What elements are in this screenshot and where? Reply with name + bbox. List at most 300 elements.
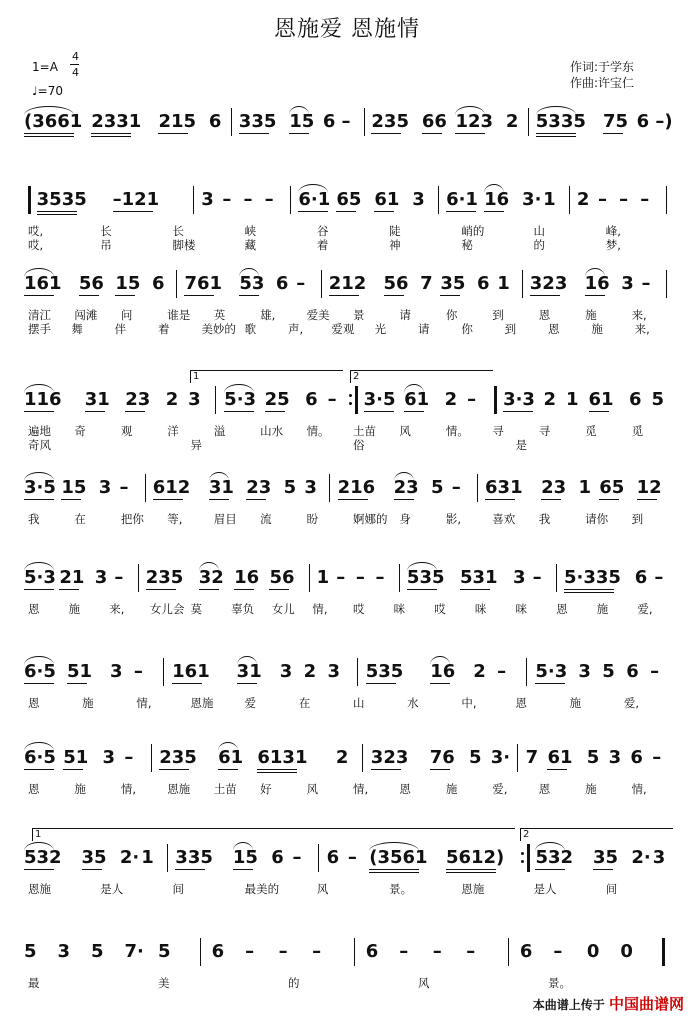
barline <box>362 744 363 772</box>
lyric-syllable: 峰, <box>605 224 621 238</box>
note-group: 7 <box>525 747 539 768</box>
barline <box>357 658 358 686</box>
lyric-syllable: 施 <box>445 782 458 796</box>
lyric-syllable: 风 <box>316 882 329 896</box>
note-group: 32 <box>198 567 224 588</box>
beam-underline <box>369 872 419 873</box>
note-group: – <box>292 847 302 868</box>
barline <box>215 386 216 414</box>
note-group: 1 <box>316 567 330 588</box>
note-group: 2 <box>303 661 317 682</box>
slur <box>233 842 253 851</box>
lyric-syllable: 流 <box>260 512 272 526</box>
lyric-syllable: 爱, <box>492 782 508 796</box>
barline <box>528 108 529 136</box>
lyric-syllable: 光 <box>374 322 387 336</box>
lyric-syllable: 观 <box>120 424 133 438</box>
note-group: 31 <box>84 389 110 410</box>
repeat-dot <box>521 852 524 855</box>
note-group: 3 <box>412 189 425 210</box>
barline <box>364 108 365 136</box>
note-group: 1 <box>566 389 579 410</box>
barline <box>329 474 330 502</box>
lyric-syllable: 到 <box>492 308 504 322</box>
note-group: – <box>327 389 337 410</box>
note-group: 6 <box>636 111 650 132</box>
note-group: – <box>467 389 477 410</box>
beam-underline <box>603 133 623 134</box>
beam-underline <box>239 133 269 134</box>
note-group: 761 <box>184 273 223 294</box>
note-group: 5 <box>651 389 665 410</box>
beam-underline <box>485 499 515 500</box>
slur <box>24 842 54 851</box>
note-group: 15 <box>115 273 141 294</box>
lyric-syllable: 景 <box>353 308 365 322</box>
beam-underline <box>246 499 266 500</box>
lyric-syllable: 奇 <box>74 424 86 438</box>
note-group: 6 <box>634 567 648 588</box>
note-group: 3 <box>608 747 622 768</box>
note-group: 3 <box>652 847 666 868</box>
lyric-syllable: 女儿会 <box>149 602 185 616</box>
time-signature-top: 4 <box>72 50 79 63</box>
lyric-syllable: 长 <box>100 224 112 238</box>
beam-underline <box>446 869 496 870</box>
lyric-syllable: 你 <box>461 322 473 336</box>
beam-underline <box>61 499 81 500</box>
note-group: – <box>312 941 322 962</box>
note-group: 25 <box>264 389 290 410</box>
lyric-syllable: 觅 <box>631 424 644 438</box>
note-group: 216 <box>337 477 376 498</box>
note-group: – <box>347 847 357 868</box>
note-group: 3 <box>102 747 116 768</box>
note-group: 6 <box>476 273 490 294</box>
beam-underline <box>24 133 74 134</box>
note-group: – <box>641 273 651 294</box>
note-group: – <box>619 189 629 210</box>
note-group: 31 <box>236 661 262 682</box>
beam-underline <box>67 683 87 684</box>
lyric-syllable: 伴 <box>114 322 127 336</box>
note-group: 6·5 <box>24 747 56 768</box>
lyric-syllable: 山水 <box>260 424 284 438</box>
note-group: 6 <box>275 273 289 294</box>
note-group: 6131 <box>257 747 308 768</box>
note-group: 35 <box>81 847 107 868</box>
lyric-syllable: 爱美 <box>306 308 330 322</box>
beam-underline <box>85 411 105 412</box>
note-group: 66 <box>421 111 447 132</box>
beam-underline <box>541 499 561 500</box>
beam-underline <box>239 295 259 296</box>
lyric-syllable: 摆手 <box>28 322 51 336</box>
lyric-syllable: 哎, <box>28 224 44 238</box>
slur <box>455 106 485 115</box>
barline <box>526 658 527 686</box>
note-group: 1 <box>141 847 154 868</box>
beam-underline <box>394 499 414 500</box>
note-group: 6 <box>305 389 318 410</box>
note-group: 5·3 <box>24 567 56 588</box>
beam-underline <box>589 411 609 412</box>
lyric-syllable: 咪 <box>393 602 406 616</box>
note-group: 3 <box>512 567 526 588</box>
note-group: – <box>652 747 662 768</box>
note-group: 3 <box>621 273 634 294</box>
lyric-syllable: 谁是 <box>167 308 191 322</box>
lyric-syllable: 土苗 <box>353 424 376 438</box>
beam-underline <box>153 499 183 500</box>
note-group: 56 <box>383 273 409 294</box>
lyric-syllable: 好 <box>260 782 272 796</box>
note-group: 16 <box>430 661 456 682</box>
score-row <box>0 108 694 168</box>
note-group: 323 <box>529 273 568 294</box>
lyric-syllable: 施 <box>74 782 86 796</box>
beam-underline <box>329 295 359 296</box>
note-group: 3 <box>188 389 201 410</box>
beam-underline <box>422 133 442 134</box>
lyric-syllable: 请 <box>399 308 411 322</box>
lyric-syllable: 最 <box>28 976 40 990</box>
note-group: 5·335 <box>564 567 621 588</box>
slur <box>24 268 54 277</box>
lyric-syllable: 恩施 <box>28 882 51 896</box>
beam-underline <box>298 211 328 212</box>
score-row <box>0 564 694 624</box>
lyric-syllable: 爱, <box>623 696 639 710</box>
beam-underline <box>547 769 567 770</box>
lyric-syllable: 盼 <box>306 512 319 526</box>
lyric-syllable: 山 <box>533 224 546 238</box>
lyric-syllable: 美妙的 <box>201 322 236 336</box>
lyric-syllable: 在 <box>298 696 311 710</box>
lyric-syllable: 把你 <box>120 512 144 526</box>
barline <box>167 844 168 872</box>
note-group: 15 <box>289 111 315 132</box>
lyric-syllable: 寻 <box>538 424 551 438</box>
lyric-syllable: 影, <box>445 512 461 526</box>
note-group: 56 <box>269 567 295 588</box>
note-group: 35 <box>593 847 619 868</box>
lyric-syllable: 恩 <box>28 696 40 710</box>
lyric-syllable: 恩 <box>548 322 560 336</box>
lyric-syllable: 施 <box>585 308 597 322</box>
note-group: 0 <box>620 941 633 962</box>
note-group: 3 <box>57 941 71 962</box>
beam-underline <box>159 769 189 770</box>
note-group: –) <box>655 111 673 132</box>
slur <box>24 384 54 393</box>
beam-underline <box>371 769 401 770</box>
lyric-syllable: 间 <box>605 882 618 896</box>
lyric-syllable: 请 <box>418 322 430 336</box>
lyric-syllable: 情。 <box>306 424 330 438</box>
lyric-syllable: 最美的 <box>244 882 280 896</box>
note-group: 3· <box>522 189 542 210</box>
lyric-syllable: 长 <box>172 224 184 238</box>
note-group: 531 <box>459 567 498 588</box>
note-group: 3 <box>327 661 341 682</box>
note-group: – <box>114 567 124 588</box>
beam-underline <box>460 589 490 590</box>
note-group: 6·5 <box>24 661 56 682</box>
barline <box>193 186 194 214</box>
beam-underline <box>364 411 394 412</box>
lyric-syllable: 觅 <box>585 424 597 438</box>
lyric-syllable: 哎 <box>353 602 365 616</box>
note-group: 6·1 <box>298 189 331 210</box>
lyric-syllable: 清江 <box>28 308 51 322</box>
note-group: 65 <box>599 477 625 498</box>
note-group: 335 <box>238 111 277 132</box>
lyric-syllable: 风 <box>399 424 411 438</box>
lyric-syllable: 脚楼 <box>172 238 196 252</box>
lyric-syllable: 施 <box>596 602 609 616</box>
note-group: 612 <box>152 477 191 498</box>
note-group: 3 <box>98 477 112 498</box>
note-group: – <box>264 189 274 210</box>
beam-underline <box>79 295 99 296</box>
slur <box>298 184 328 193</box>
beam-underline <box>91 136 131 137</box>
lyric-syllable: 美 <box>158 976 170 990</box>
note-group: 535 <box>406 567 445 588</box>
note-group: 532 <box>535 847 574 868</box>
beam-underline <box>564 589 614 590</box>
note-group: 35 <box>440 273 466 294</box>
note-group: 6 <box>365 941 379 962</box>
note-group: 16 <box>484 189 510 210</box>
lyric-syllable: 辜负 <box>231 602 255 616</box>
note-group: – <box>451 477 461 498</box>
barline <box>569 186 570 214</box>
note-group: – <box>124 747 134 768</box>
barline <box>138 564 139 592</box>
lyric-syllable: 情, <box>136 696 152 710</box>
note-group: 161 <box>172 661 210 682</box>
note-group: 323 <box>370 747 409 768</box>
lyric-syllable: 情, <box>631 782 647 796</box>
lyric-syllable: 你 <box>445 308 458 322</box>
beam-underline <box>404 411 424 412</box>
lyric-syllable: 女儿 <box>271 602 295 616</box>
note-group: 23 <box>246 477 272 498</box>
note-group: 21 <box>59 567 85 588</box>
lyric-syllable: 舞 <box>71 322 83 336</box>
note-group: 3 <box>94 567 108 588</box>
note-group: 5 <box>602 661 615 682</box>
barline <box>438 186 439 214</box>
lyric-syllable: 声, <box>288 322 304 336</box>
note-group: 31 <box>208 477 234 498</box>
beam-underline <box>265 411 285 412</box>
note-group: 631 <box>485 477 523 498</box>
barline <box>666 186 667 214</box>
note-group: 5 <box>283 477 297 498</box>
note-group: 212 <box>328 273 367 294</box>
note-group: 235 <box>145 567 184 588</box>
lyric-syllable: 哎 <box>434 602 446 616</box>
beam-underline <box>593 869 613 870</box>
slur <box>218 742 238 751</box>
lyric-syllable: 英 <box>213 308 226 322</box>
lyric-syllable: 峭的 <box>461 224 485 238</box>
beam-underline <box>269 589 289 590</box>
note-group: 23 <box>125 389 151 410</box>
note-group: 2· <box>119 847 140 868</box>
slur <box>484 184 504 193</box>
lyric-syllable: 的 <box>533 238 546 252</box>
note-group: 16 <box>234 567 260 588</box>
lyric-syllable: 恩 <box>28 782 40 796</box>
slur <box>24 106 74 115</box>
double-barline <box>662 938 665 966</box>
barline <box>321 270 322 298</box>
lyric-syllable: 的 <box>288 976 300 990</box>
lyric-syllable: 爱 <box>244 696 257 710</box>
beam-underline <box>430 769 450 770</box>
lyric-syllable: 中, <box>461 696 477 710</box>
lyric-syllable: 施 <box>591 322 603 336</box>
barline <box>399 564 400 592</box>
note-group: – <box>119 477 129 498</box>
lyric-syllable: 是人 <box>100 882 124 896</box>
lyric-syllable: 是人 <box>533 882 557 896</box>
note-group: – <box>278 941 288 962</box>
beam-underline <box>384 295 404 296</box>
beam-underline <box>366 683 396 684</box>
lyric-syllable: 藏 <box>244 238 257 252</box>
note-group: – <box>650 661 660 682</box>
note-group: – <box>375 567 385 588</box>
lyric-syllable: 着 <box>316 238 329 252</box>
beam-underline <box>374 211 394 212</box>
note-group: 6 <box>271 847 284 868</box>
beam-underline <box>338 499 368 500</box>
beam-underline <box>59 589 79 590</box>
lyric-syllable: 吊 <box>100 238 112 252</box>
note-group: 1 <box>578 477 591 498</box>
lyric-syllable: 喜欢 <box>492 512 516 526</box>
volta-bracket: 2 <box>520 828 673 841</box>
note-group: 6 <box>626 661 639 682</box>
note-group: 535 <box>365 661 404 682</box>
note-group: 2 <box>576 189 590 210</box>
lyric-syllable: 梦, <box>605 238 621 252</box>
volta-bracket: 2 <box>350 370 493 383</box>
note-group: 76 <box>429 747 455 768</box>
key-signature: 1=A <box>32 60 58 74</box>
composer: 作曲:许宝仁 <box>570 76 635 90</box>
lyric-syllable: 风 <box>306 782 319 796</box>
lyric-syllable: 婀娜的 <box>353 512 388 526</box>
note-group: – <box>497 661 507 682</box>
lyric-syllable: 爱, <box>637 602 653 616</box>
slur <box>239 268 259 277</box>
note-group: 123 <box>455 111 494 132</box>
note-group: 3 <box>304 477 317 498</box>
barline <box>508 938 509 966</box>
beam-underline <box>530 295 560 296</box>
beam-underline <box>37 214 77 215</box>
lyric-syllable: 恩 <box>556 602 568 616</box>
note-group: – <box>245 941 255 962</box>
slur <box>369 842 419 851</box>
tempo-mark: ♩=70 <box>32 84 63 98</box>
note-group: 5 <box>91 941 104 962</box>
lyric-syllable: 咪 <box>474 602 487 616</box>
lyric-syllable: 俗 <box>353 438 365 452</box>
slur <box>199 562 219 571</box>
note-group: (3661 <box>24 111 83 132</box>
beam-underline <box>82 869 102 870</box>
beam-underline <box>113 211 153 212</box>
lyric-syllable: 情, <box>120 782 136 796</box>
double-barline <box>494 386 497 414</box>
lyric-syllable: 施 <box>585 782 597 796</box>
beam-underline <box>564 592 614 593</box>
beam-underline <box>371 133 401 134</box>
beam-underline <box>24 499 54 500</box>
note-group: – <box>654 567 664 588</box>
note-group: – <box>399 941 409 962</box>
note-group: 6 <box>326 847 340 868</box>
note-group: – <box>222 189 232 210</box>
barline <box>151 744 152 772</box>
lyric-syllable: 遍地 <box>28 424 51 438</box>
beam-underline <box>369 869 419 870</box>
slur <box>407 562 437 571</box>
barline <box>231 108 232 136</box>
lyric-syllable: 施 <box>569 696 582 710</box>
beam-underline <box>63 769 83 770</box>
note-group: 2· <box>631 847 651 868</box>
note-group: 3 <box>201 189 214 210</box>
beam-underline <box>172 683 202 684</box>
note-group: 5 <box>431 477 444 498</box>
note-group: 3·5 <box>363 389 396 410</box>
note-group: 23 <box>541 477 567 498</box>
note-group: 1 <box>543 189 556 210</box>
beam-underline <box>233 869 253 870</box>
lyric-syllable: 奇风 <box>28 438 51 452</box>
barline <box>200 938 201 966</box>
note-group: 51 <box>67 661 93 682</box>
lyric-syllable: 请你 <box>585 512 609 526</box>
note-group: –121 <box>112 189 160 210</box>
barline <box>290 186 291 214</box>
footer <box>533 993 684 1014</box>
beam-underline <box>224 411 254 412</box>
note-group: – <box>640 189 650 210</box>
note-group: 5·3 <box>535 661 568 682</box>
beam-underline <box>336 211 356 212</box>
beam-underline <box>24 683 54 684</box>
note-group: – <box>133 661 143 682</box>
beam-underline <box>257 769 297 770</box>
volta-bracket: 1 <box>32 828 515 841</box>
note-group: 7· <box>124 941 144 962</box>
note-group: 5612) <box>445 847 505 868</box>
note-group: 61 <box>588 389 614 410</box>
time-signature-line <box>70 64 79 65</box>
repeat-dot <box>349 394 352 397</box>
note-group: 6 <box>519 941 533 962</box>
slur <box>404 384 424 393</box>
